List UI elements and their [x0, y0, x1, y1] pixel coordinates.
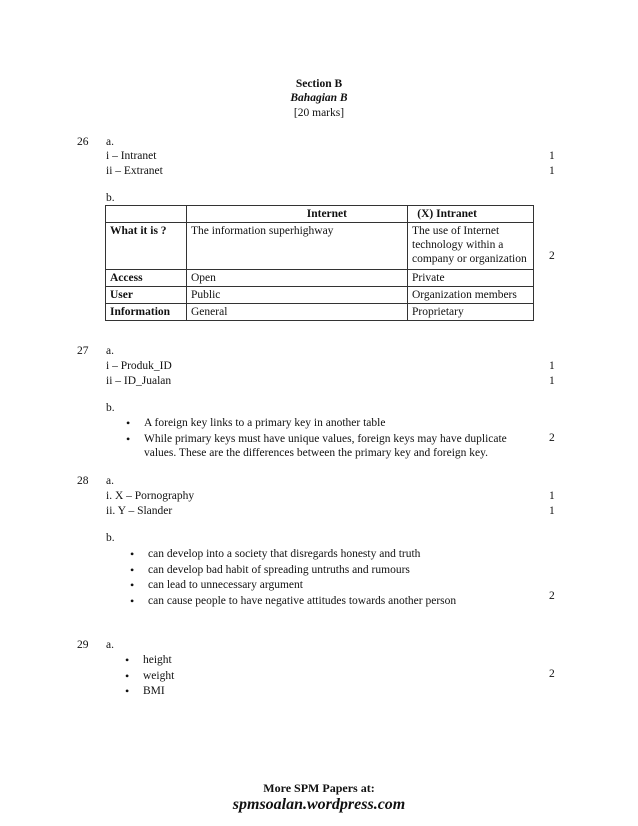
- table-row-label: Information: [106, 304, 187, 321]
- footer-text: More SPM Papers at:: [263, 781, 375, 795]
- list-item: • can develop into a society that disregards honesty and truth: [148, 547, 456, 563]
- table-cell-intranet: Private: [408, 270, 534, 287]
- table-row-label: User: [106, 287, 187, 304]
- table-row: [106, 304, 534, 321]
- q29-a-list: [143, 653, 174, 700]
- section-subtitle: Bahagian B: [290, 92, 348, 104]
- table-row: [106, 223, 534, 270]
- q29-a-mark: 2: [549, 668, 555, 680]
- table-row-label: What it is ?: [106, 223, 187, 270]
- q27-a-mark-2: 1: [549, 375, 555, 387]
- q28-b-list: [148, 547, 456, 609]
- list-item: • A foreign key links to a primary key in another table: [144, 416, 507, 432]
- q28-a-item-2: ii. Y – Slander: [106, 505, 173, 517]
- q28-a-item-1: i. X – Pornography: [106, 490, 195, 502]
- table-cell-internet: Public: [187, 287, 408, 304]
- list-item: • can lead to unnecessary argument: [148, 578, 456, 594]
- table-cell-intranet: Proprietary: [408, 304, 534, 321]
- table-cell-internet: The information superhighway: [187, 223, 408, 270]
- q27-a-item-1: i – Produk_ID: [106, 360, 172, 372]
- q27-a-mark-1: 1: [549, 360, 555, 372]
- table-header-intranet: (X) Intranet: [408, 206, 534, 223]
- q27-b-continuation: values. These are the differences between the primary key and foreign key.: [144, 447, 489, 459]
- q28-b-mark: 2: [549, 590, 555, 602]
- q26-a-mark-2: 1: [549, 165, 555, 177]
- list-item: • can cause people to have negative attitudes towards another person: [148, 594, 456, 610]
- q26-b-label: b.: [106, 192, 115, 204]
- q27-a-item-2: ii – ID_Jualan: [106, 375, 172, 387]
- q26-a-label: a.: [106, 136, 114, 148]
- table-cell-internet: Open: [187, 270, 408, 287]
- q26-a-item-2: ii – Extranet: [106, 165, 163, 177]
- table-row: [106, 287, 534, 304]
- table-header-internet: Internet: [187, 206, 408, 223]
- q28-a-mark-1: 1: [549, 490, 555, 502]
- q27-a-label: a.: [106, 345, 114, 357]
- list-item: • While primary keys must have unique values, foreign keys may have duplicate: [144, 432, 507, 448]
- q28-b-label: b.: [106, 532, 115, 544]
- q28-a-label: a.: [106, 475, 114, 487]
- q26-a-item-1: i – Intranet: [106, 150, 157, 162]
- footer-link[interactable]: spmsoalan.wordpress.com: [232, 796, 406, 813]
- list-item: • height: [143, 653, 174, 669]
- q26-b-mark: 2: [549, 250, 555, 262]
- list-item: • weight: [143, 669, 174, 685]
- table-cell-intranet: The use of Internet technology within a company or organization: [408, 223, 534, 270]
- q27-b-list: [144, 416, 507, 447]
- section-marks: [20 marks]: [293, 107, 345, 119]
- table-row-label: Access: [106, 270, 187, 287]
- table-header-row: [106, 206, 534, 223]
- question-27-number: 27: [77, 345, 89, 357]
- table-row: [106, 270, 534, 287]
- q27-b-label: b.: [106, 402, 115, 414]
- question-29-number: 29: [77, 639, 89, 651]
- question-28-number: 28: [77, 475, 89, 487]
- q29-a-label: a.: [106, 639, 114, 651]
- table-cell-internet: General: [187, 304, 408, 321]
- section-title: Section B: [295, 78, 343, 90]
- question-26-number: 26: [77, 136, 89, 148]
- q28-a-mark-2: 1: [549, 505, 555, 517]
- list-item: • BMI: [143, 684, 174, 700]
- q27-b-mark: 2: [549, 432, 555, 444]
- internet-intranet-table: [105, 205, 534, 321]
- table-header-blank: [106, 206, 187, 223]
- list-item: • can develop bad habit of spreading untruths and rumours: [148, 563, 456, 579]
- table-cell-intranet: Organization members: [408, 287, 534, 304]
- q26-a-mark-1: 1: [549, 150, 555, 162]
